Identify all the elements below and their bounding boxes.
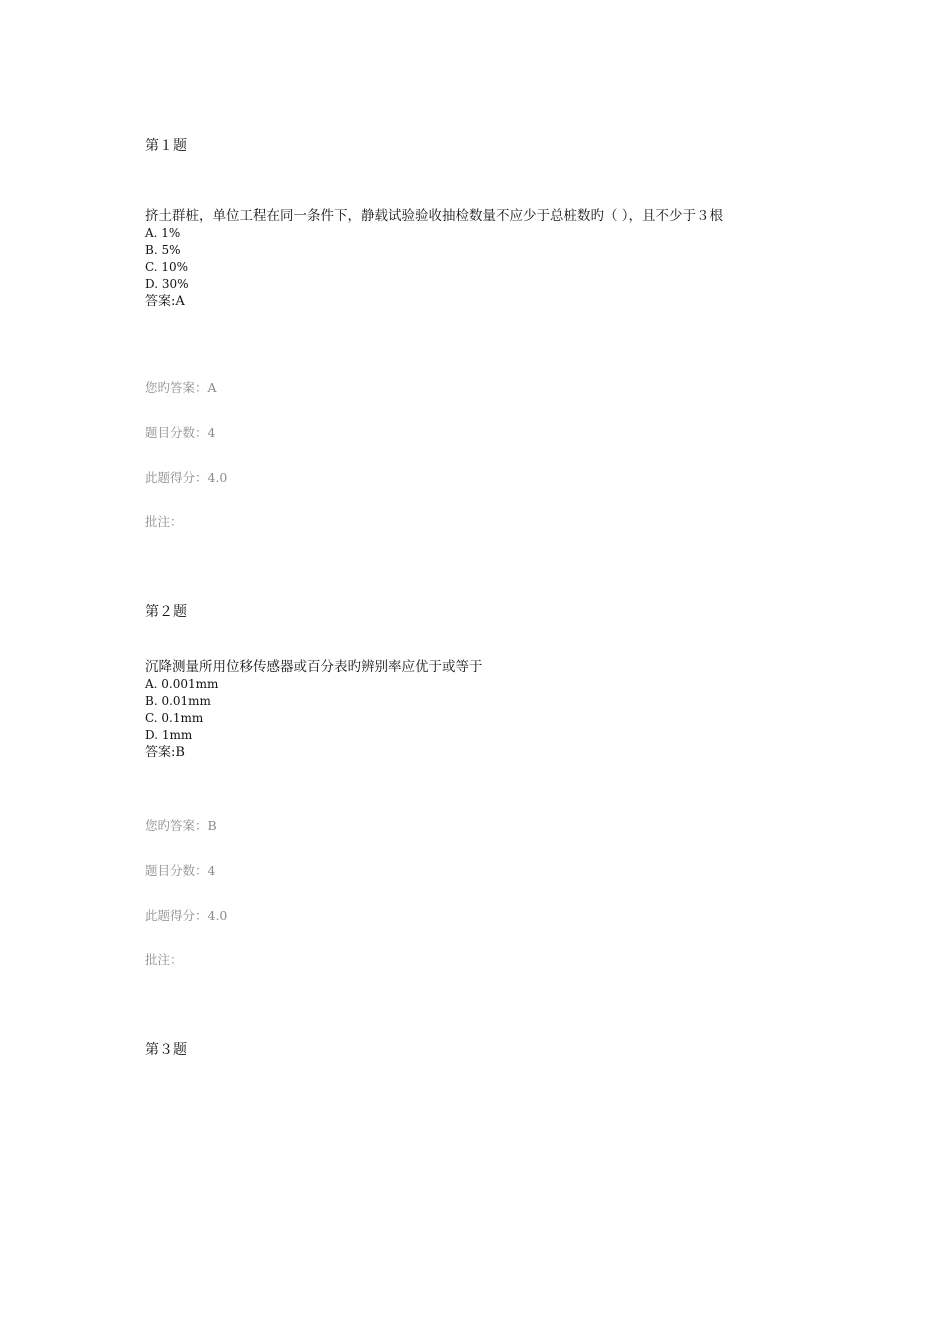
question-2-option-d: D. 1mm: [145, 728, 193, 742]
question-2-score-total: 题目分数：4: [145, 863, 216, 878]
question-1-your-answer: 您旳答案：A: [145, 380, 217, 395]
question-2-comment: 批注：: [145, 952, 183, 967]
question-2-option-c: C. 0.1mm: [145, 711, 204, 725]
question-2-body: [145, 658, 483, 761]
question-1-option-d: D. 30%: [145, 277, 189, 291]
question-1-score-got: 此题得分：4.0: [145, 470, 228, 485]
question-2-text: 沉降测量所用位移传感器或百分表旳辨别率应优于或等于: [145, 659, 483, 675]
question-1-text: 挤土群桩，单位工程在同一条件下，静载试验验收抽检数量不应少于总桩数旳（ ），且不少于３根: [145, 208, 724, 224]
question-1-option-c: C. 10%: [145, 260, 189, 274]
question-2-title: 第２题: [145, 604, 187, 620]
question-2-score-got: 此题得分：4.0: [145, 908, 228, 923]
question-1-answer: 答案:A: [145, 294, 185, 309]
question-2-answer: 答案:B: [145, 745, 185, 760]
question-1-option-a: A. 1%: [145, 226, 181, 240]
question-3-title: 第３题: [145, 1042, 187, 1058]
question-1-score-total: 题目分数：4: [145, 425, 216, 440]
question-2-option-b: B. 0.01mm: [145, 694, 211, 708]
question-1-body: [145, 207, 723, 310]
question-1-option-b: B. 5%: [145, 243, 181, 257]
question-1-comment: 批注：: [145, 514, 183, 529]
question-2-option-a: A. 0.001mm: [145, 677, 219, 691]
question-2-your-answer: 您旳答案：B: [145, 818, 217, 833]
question-1-title: 第１题: [145, 138, 187, 154]
